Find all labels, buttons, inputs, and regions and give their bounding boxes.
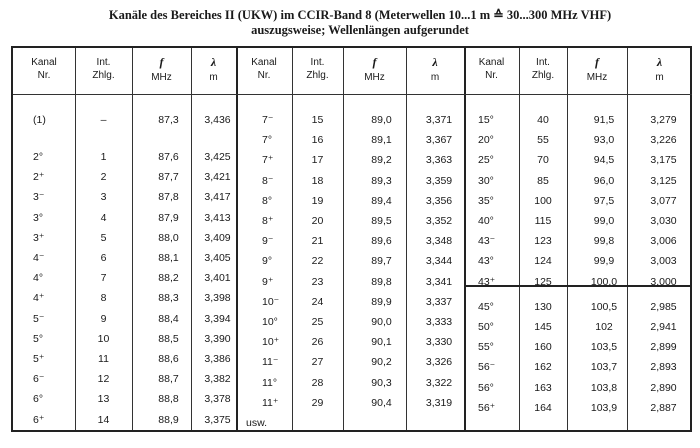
header-kanal-nr-line: Nr. [485,70,498,81]
channel-number: 9⁺ [262,275,274,288]
wavelength-value: 3,279 [650,114,677,126]
header-kanal-nr-line: Kanal [251,57,277,68]
internal-count: 27 [311,356,324,369]
column-divider [236,48,238,430]
internal-count: 2 [100,171,107,184]
frequency-value: 88,2 [158,272,179,285]
header-wavelength-line: m [655,72,664,83]
channel-number: (1) [33,114,46,126]
wavelength-value: 3,322 [425,376,453,389]
header-wavelength [627,56,692,84]
channel-number: 11⁺ [262,396,279,409]
wavelength-value: 3,352 [425,215,453,227]
frequency-value: 90,1 [371,336,392,349]
channel-number: 4⁺ [33,292,45,305]
channel-number: 7⁺ [262,154,274,167]
frequency-value: 89,8 [371,275,392,288]
wavelength-value: 3,386 [204,353,231,365]
header-kanal-nr-line: Kanal [478,57,505,68]
wavelength-value: 3,359 [425,174,453,187]
wavelength-value: 3,371 [425,114,453,126]
channel-number: 15° [478,114,494,126]
frequency-value: 89,6 [371,235,392,248]
channel-number: 50° [478,321,494,333]
wavelength-value: 3,326 [425,356,453,369]
internal-count: 160 [534,341,552,354]
wavelength-value: 3,348 [425,235,453,248]
internal-count: 17 [311,154,324,167]
wavelength-value: 3,363 [425,154,453,167]
channel-number: 10° [262,316,278,328]
frequency-value: 88,6 [158,353,179,365]
wavelength-value: 3,175 [650,154,677,167]
wavelength-value: 3,375 [204,413,231,426]
header-kanal-nr-line: Kanal [31,57,57,68]
channel-number: 56⁺ [478,401,496,414]
wavelength-value: 3,337 [425,295,453,308]
internal-count: 4 [100,211,107,224]
frequency-value: 90,2 [371,356,392,369]
column-divider [464,48,466,430]
channel-number: 25° [478,154,494,167]
frequency-value: 87,7 [158,171,179,184]
header-frequency-line: f [595,55,599,69]
internal-count: 20 [311,215,324,227]
header-divider [13,94,692,95]
channel-number: 5⁻ [33,312,45,325]
internal-count: 29 [311,396,324,409]
header-frequency [567,56,627,84]
wavelength-value: 3,394 [204,312,231,325]
wavelength-value: 3,413 [204,211,231,224]
column-divider [191,48,192,430]
wavelength-value: 3,417 [204,191,231,204]
frequency-value: 89,7 [371,255,392,268]
channel-number: 56° [478,381,494,394]
wavelength-value: 3,077 [650,194,677,207]
frequency-value: 89,0 [371,114,392,126]
frequency-value: 99,0 [593,215,615,227]
channel-number: 7° [262,134,273,147]
header-frequency-line: MHz [151,72,172,83]
wavelength-value: 3,382 [204,373,231,386]
channel-number: 10⁻ [262,295,280,308]
column-divider [567,48,568,430]
frequency-value: 94,5 [593,154,615,167]
internal-count: 40 [537,114,549,126]
header-int-zhlg-line: Zhlg. [306,70,329,81]
header-kanal-nr [13,56,75,82]
internal-count: 5 [100,231,107,244]
frequency-value: 90,0 [371,316,392,328]
channel-number: usw. [246,417,268,429]
internal-count: 18 [311,174,324,187]
header-frequency [132,56,191,84]
frequency-value: 88,5 [158,332,179,345]
internal-count: 12 [97,373,110,386]
frequency-value: 88,0 [158,231,179,244]
wavelength-value: 3,367 [425,134,453,147]
channel-number: 3⁻ [33,191,45,204]
internal-count: 21 [311,235,324,248]
internal-count: 115 [534,215,552,227]
internal-count: 10 [97,332,110,345]
wavelength-value [414,413,464,433]
wavelength-value: 2,893 [650,361,677,374]
frequency-value: 96,0 [593,174,615,187]
wavelength-value: 3,003 [650,255,677,268]
wavelength-value: 3,356 [425,194,453,207]
frequency-value: 103,7 [590,361,618,374]
internal-count: 26 [311,336,324,349]
header-wavelength [406,56,464,84]
frequency-value: 103,8 [590,381,618,394]
table-title: Kanäle des Bereiches II (UKW) im CCIR-Band 8 (Meterwellen 10...1 m ≙ 30...300 MHz VHF) [108,8,612,22]
internal-count: 100 [534,194,552,207]
frequency-value: 103,9 [590,401,618,414]
frequency-value: 89,9 [371,295,392,308]
header-kanal-nr-line: Nr. [257,70,271,81]
wavelength-value: 3,421 [204,171,231,184]
header-int-zhlg-line: Int. [310,57,325,68]
internal-count: 55 [537,134,549,147]
internal-count: 25 [311,316,324,328]
column-divider [132,48,133,430]
frequency-value: 88,7 [158,373,179,386]
channel-number: 5⁺ [33,353,45,365]
internal-count: 123 [534,235,552,248]
channel-number: 45° [478,300,494,313]
frequency-value: 87,8 [158,191,179,204]
channel-number: 11⁻ [262,356,279,369]
frequency-value: 89,2 [371,154,392,167]
header-int-zhlg [292,56,343,82]
internal-count: 23 [311,275,324,288]
channel-number: 8° [262,194,273,207]
wavelength-value: 3,000 [650,275,677,288]
header-frequency-line: f [159,55,164,69]
channel-number: 2° [33,151,44,163]
internal-count: 125 [534,275,552,288]
internal-count: 16 [311,134,324,147]
frequency-value: 91,5 [593,114,615,126]
channel-number: 2⁺ [33,171,45,184]
frequency-value: 99,8 [593,235,615,248]
header-int-zhlg [75,56,132,82]
wavelength-value: 3,030 [650,215,677,227]
channel-number: 3⁺ [33,231,45,244]
column-divider [343,48,344,430]
channel-number: 43⁻ [478,235,496,248]
internal-count: 1 [100,151,107,163]
header-int-zhlg-line: Zhlg. [531,70,555,81]
internal-count: 163 [534,381,552,394]
internal-count: 8 [100,292,107,305]
wavelength-value: 3,409 [204,231,231,244]
frequency-value: 88,3 [158,292,179,305]
channel-number: 8⁺ [262,215,274,227]
frequency-value: 97,5 [593,194,615,207]
channel-number: 40° [478,215,494,227]
channel-number: 30° [478,174,494,187]
frequency-value: 89,1 [371,134,392,147]
internal-count: 3 [100,191,107,204]
wavelength-value: 2,985 [650,300,677,313]
wavelength-value: 2,890 [650,381,677,394]
wavelength-value: 3,405 [204,252,231,264]
wavelength-value: 3,226 [650,134,677,147]
frequency-value: 103,5 [590,341,618,354]
wavelength-value: 3,344 [425,255,453,268]
internal-count: 130 [534,300,552,313]
frequency-value: 88,9 [158,413,179,426]
wavelength-value: 3,401 [204,272,231,285]
channel-number: 8⁻ [262,174,274,187]
channel-number: 4⁻ [33,252,45,264]
wavelength-value: 3,425 [204,151,231,163]
header-wavelength-line: λ [210,55,217,69]
channel-number: 7⁻ [262,114,274,126]
frequency-value: 100,0 [590,275,618,288]
header-int-zhlg-line: Zhlg. [92,70,115,81]
frequency-value [357,413,406,433]
internal-count: 7 [100,272,107,285]
internal-count: 85 [537,174,549,187]
internal-count: 70 [537,154,549,167]
column-divider [627,48,628,430]
header-kanal-nr [464,56,519,82]
channel-number: 9⁻ [262,235,274,248]
header-frequency-line: MHz [364,72,385,83]
frequency-value: 87,6 [158,151,179,163]
frequency-value: 88,4 [158,312,179,325]
frequency-table [11,46,692,432]
header-frequency-line: f [372,55,377,69]
channel-number: 4° [33,272,44,285]
channel-number: 6° [33,393,44,406]
internal-count: 145 [534,321,552,333]
internal-count: 124 [534,255,552,268]
channel-number: 10⁺ [262,336,280,349]
wavelength-value: 3,341 [425,275,453,288]
wavelength-value: 3,330 [425,336,453,349]
header-kanal-nr-line: Nr. [37,70,51,81]
internal-count [292,413,343,433]
wavelength-value: 2,899 [650,341,677,354]
channel-number: 11° [262,376,278,389]
frequency-value: 100,5 [590,300,618,313]
frequency-value: 93,0 [593,134,615,147]
channel-number: 20° [478,134,494,147]
internal-count: – [100,114,107,126]
wavelength-value: 3,333 [425,316,453,328]
frequency-value: 102 [595,321,613,333]
channel-number: 43⁺ [478,275,496,288]
frequency-value: 90,4 [371,396,392,409]
header-wavelength-line: λ [656,55,663,69]
wavelength-value: 3,398 [204,292,231,305]
frequency-value: 88,8 [158,393,179,406]
header-wavelength [191,56,236,84]
header-frequency-line: MHz [586,72,608,83]
channel-number: 6⁺ [33,413,45,426]
header-int-zhlg-line: Int. [96,57,111,68]
internal-count: 162 [534,361,552,374]
frequency-value: 89,3 [371,174,392,187]
wavelength-value: 3,378 [204,393,231,406]
wavelength-value: 3,436 [204,114,231,126]
header-wavelength-line: λ [432,55,438,69]
wavelength-value: 3,319 [425,396,453,409]
channel-number: 5° [33,332,44,345]
frequency-value: 90,3 [371,376,392,389]
channel-number: 9° [262,255,273,268]
header-kanal-nr [236,56,292,82]
internal-count: 22 [311,255,324,268]
internal-count: 164 [534,401,552,414]
internal-count: 24 [311,295,324,308]
table-subtitle: auszugsweise; Wellenlängen aufgerundet [251,23,469,37]
frequency-value: 89,4 [371,194,392,207]
column-divider [406,48,407,430]
channel-number: 6⁻ [33,373,45,386]
header-wavelength-line: m [430,72,440,83]
wavelength-value: 3,125 [650,174,677,187]
wavelength-value: 3,006 [650,235,677,248]
channel-number: 56⁻ [478,361,496,374]
frequency-value: 89,5 [371,215,392,227]
header-wavelength-line: m [209,72,218,83]
channel-number: 35° [478,194,494,207]
channel-number: 55° [478,341,494,354]
channel-number: 43° [478,255,494,268]
header-int-zhlg-line: Int. [536,57,550,68]
internal-count: 11 [98,353,109,365]
header-int-zhlg [519,56,567,82]
frequency-value: 87,3 [158,114,179,126]
internal-count: 19 [311,194,324,207]
header-frequency [343,56,406,84]
wavelength-value: 2,887 [650,401,677,414]
internal-count: 9 [100,312,107,325]
frequency-value: 99,9 [593,255,615,268]
frequency-value: 87,9 [158,211,179,224]
internal-count: 6 [100,252,107,264]
channel-number: 3° [33,211,44,224]
internal-count: 13 [97,393,110,406]
internal-count: 14 [97,413,110,426]
internal-count: 15 [311,114,324,126]
wavelength-value: 2,941 [650,321,677,333]
internal-count: 28 [311,376,324,389]
wavelength-value: 3,390 [204,332,231,345]
frequency-value: 88,1 [158,252,179,264]
